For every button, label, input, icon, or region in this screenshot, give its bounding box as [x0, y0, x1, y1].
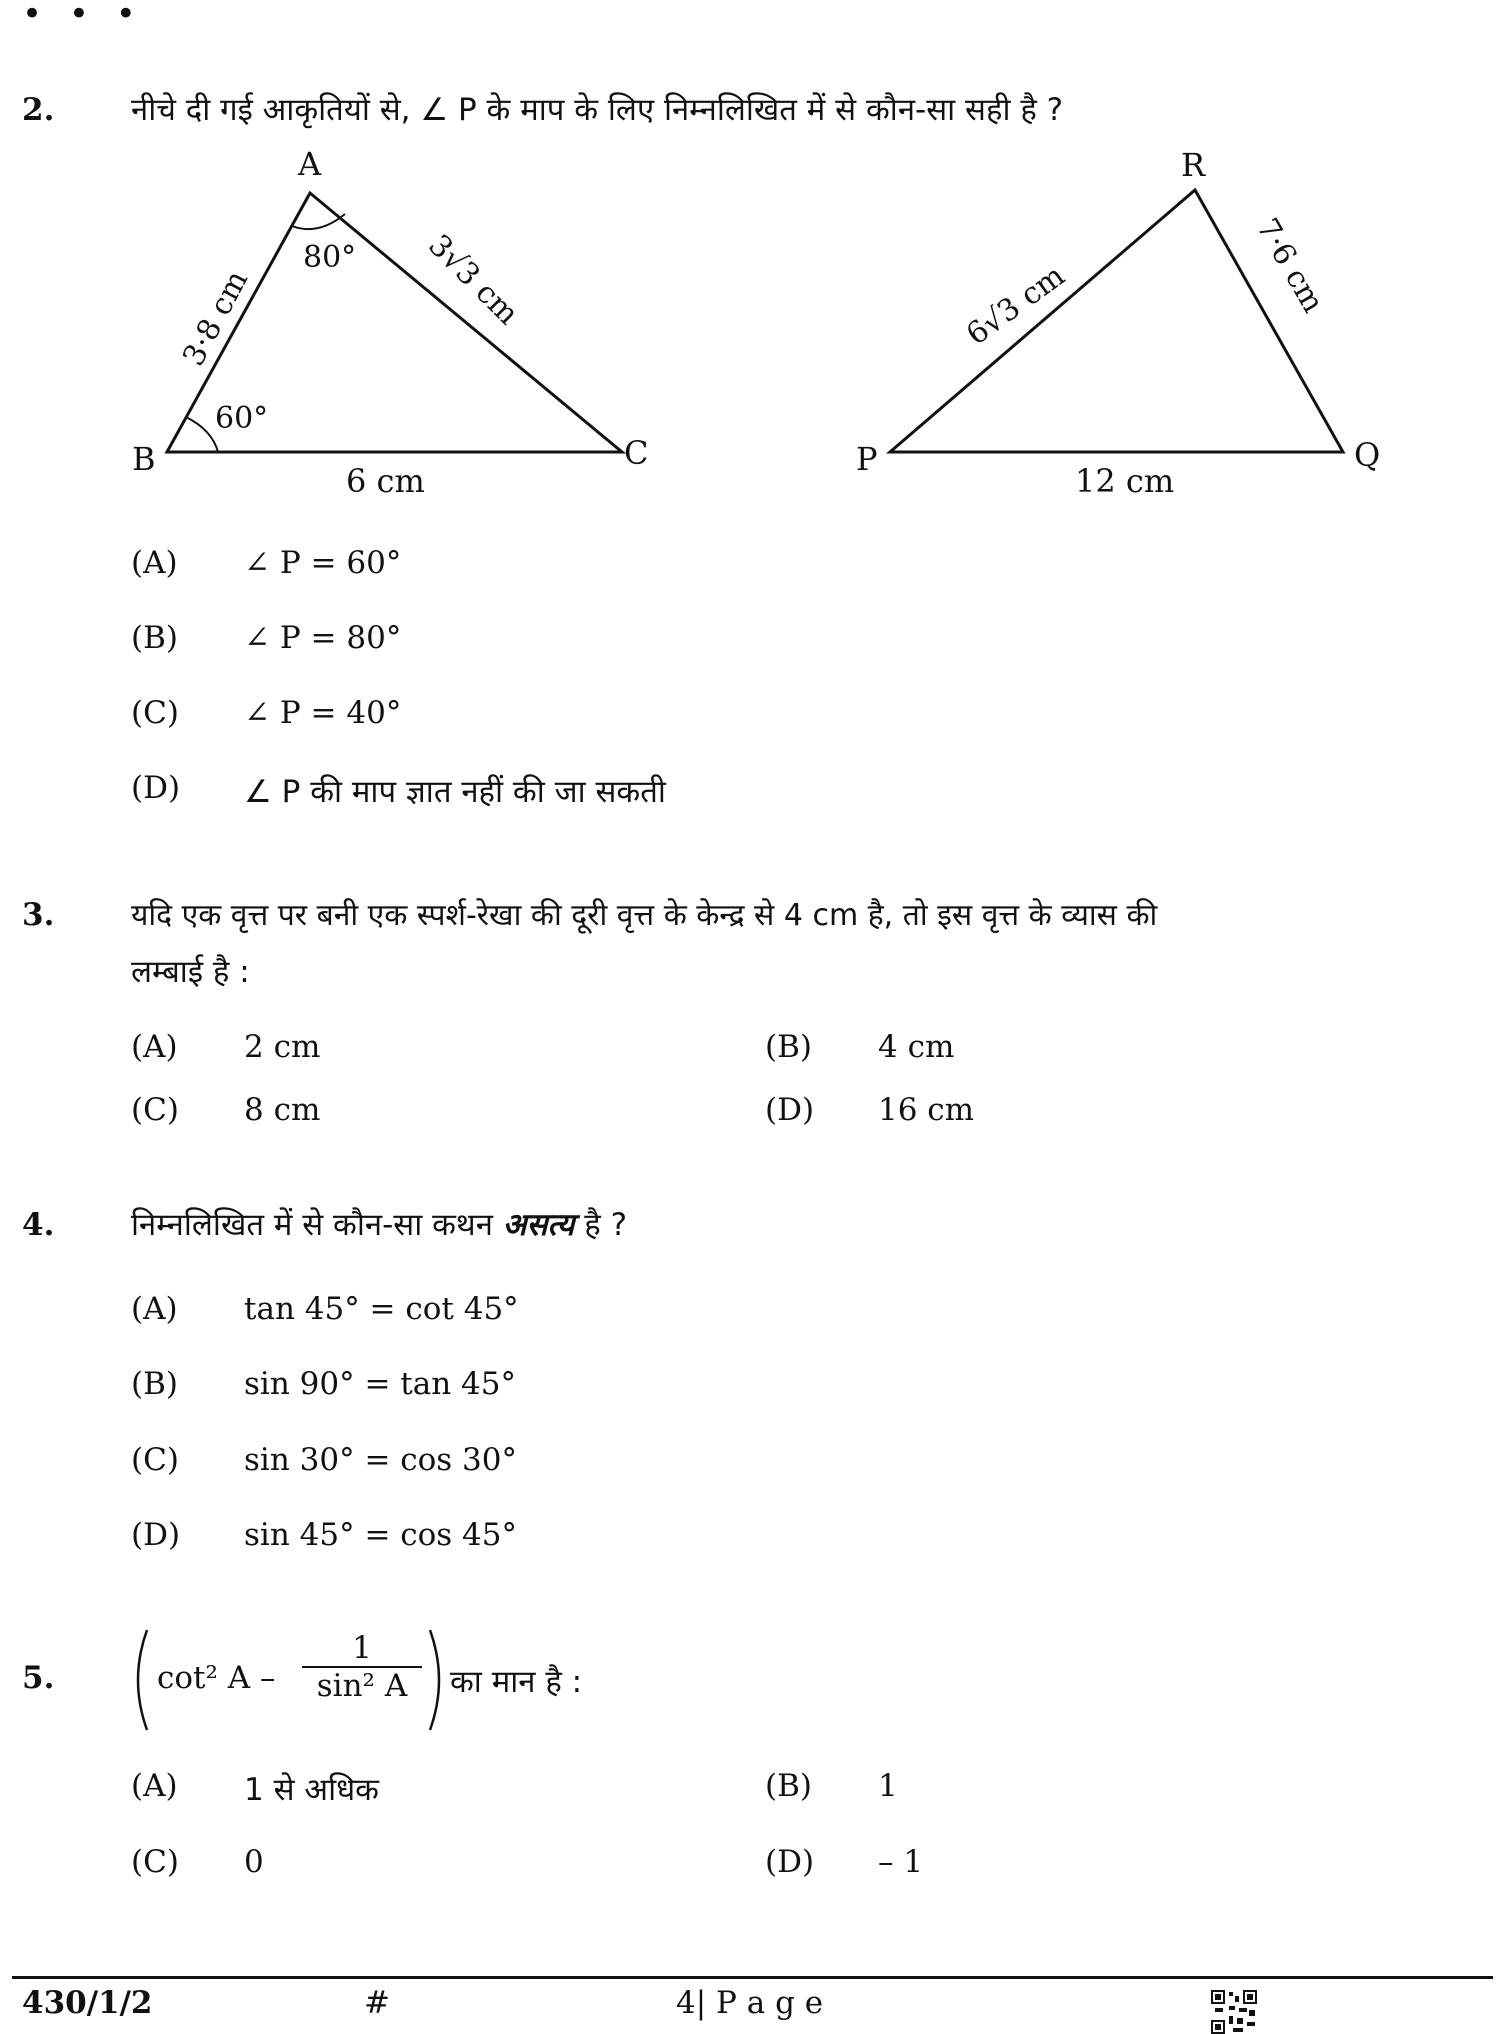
footer-paper-code: 430/1/2: [22, 1985, 153, 2021]
vertex-a: A: [298, 145, 322, 183]
q4-option-b-label: (B): [131, 1366, 178, 1402]
question-5-number: 5.: [22, 1660, 55, 1696]
side-pq-label: 12 cm: [1075, 462, 1175, 500]
q5-option-d-text: – 1: [878, 1844, 924, 1880]
question-4-text-after: है ?: [574, 1207, 628, 1243]
q3-option-c-text: 8 cm: [244, 1092, 321, 1128]
footer-divider: [12, 1976, 1493, 1979]
vertex-p: P: [856, 440, 878, 478]
angle-a-label: 80°: [303, 240, 357, 275]
vertex-c: C: [624, 434, 649, 472]
question-2-number: 2.: [22, 92, 55, 128]
q2-option-a-text: ∠ P = 60°: [244, 545, 402, 581]
q5-fraction-numerator: 1: [352, 1630, 372, 1666]
question-2-text: नीचे दी गई आकृतियों से, ∠ P के माप के लिए निम्नलिखित में से कौन-सा सही है ?: [131, 92, 1064, 128]
side-ac-label: 3√3 cm: [421, 227, 526, 332]
q5-fraction: [302, 1630, 422, 1704]
q2-option-b-label: (B): [131, 620, 178, 656]
q4-option-a-label: (A): [131, 1291, 178, 1327]
q4-option-b-text: sin 90° = tan 45°: [244, 1366, 516, 1402]
q3-option-a-text: 2 cm: [244, 1029, 321, 1065]
triangle-diagrams: [0, 0, 1505, 520]
q4-option-d-label: (D): [131, 1517, 181, 1553]
q4-option-a-text: tan 45° = cot 45°: [244, 1291, 519, 1327]
q5-text-after: का मान है :: [450, 1664, 583, 1700]
q2-option-a-label: (A): [131, 545, 178, 581]
angle-b-arc: [186, 417, 218, 452]
vertex-b: B: [132, 440, 156, 478]
q3-option-a-label: (A): [131, 1029, 178, 1065]
vertex-r: R: [1181, 146, 1206, 184]
q5-option-c-label: (C): [131, 1844, 179, 1880]
q3-option-c-label: (C): [131, 1092, 179, 1128]
side-rq-label: 7·6 cm: [1249, 212, 1331, 319]
q2-option-d-label: (D): [131, 770, 181, 806]
qr-code-icon: [1211, 1990, 1257, 2034]
q2-option-d-text: ∠ P की माप ज्ञात नहीं की जा सकती: [244, 774, 666, 810]
q5-option-b-text: 1: [878, 1768, 898, 1804]
question-4-text-before: निम्नलिखित में से कौन-सा कथन: [131, 1207, 503, 1243]
question-4-emphasis: असत्य: [502, 1207, 575, 1243]
vertex-q: Q: [1354, 436, 1381, 474]
q5-option-b-label: (B): [765, 1768, 812, 1804]
q4-option-d-text: sin 45° = cos 45°: [244, 1517, 518, 1553]
footer-hash: #: [364, 1985, 390, 2021]
q5-option-d-label: (D): [765, 1844, 815, 1880]
footer-page-number: 4| P a g e: [676, 1985, 824, 2021]
q3-option-b-label: (B): [765, 1029, 812, 1065]
question-3-number: 3.: [22, 897, 55, 933]
q5-expression-left: cot² A –: [157, 1660, 276, 1696]
q5-option-a-label: (A): [131, 1768, 178, 1804]
q2-option-b-text: ∠ P = 80°: [244, 620, 402, 656]
question-3-text-line1: यदि एक वृत्त पर बनी एक स्पर्श-रेखा की दूरी वृत्त के केन्द्र से 4 cm है, तो इस वृत्त के व्यास की: [131, 898, 1158, 933]
q5-option-a-text: 1 से अधिक: [244, 1772, 379, 1808]
q4-option-c-text: sin 30° = cos 30°: [244, 1442, 518, 1478]
q2-option-c-text: ∠ P = 40°: [244, 695, 402, 731]
side-ab-label: 3·8 cm: [176, 264, 256, 372]
question-4-text: [131, 1203, 627, 1245]
q3-option-d-label: (D): [765, 1092, 815, 1128]
question-3-text-line2: लम्बाई है :: [131, 954, 250, 990]
q3-option-b-text: 4 cm: [878, 1029, 955, 1065]
q4-option-c-label: (C): [131, 1442, 179, 1478]
q5-option-c-text: 0: [244, 1844, 264, 1880]
q5-fraction-denominator: sin² A: [302, 1666, 422, 1704]
q2-option-c-label: (C): [131, 695, 179, 731]
question-4-number: 4.: [22, 1207, 55, 1243]
header-dots: • • •: [22, 0, 144, 34]
angle-b-label: 60°: [215, 401, 269, 436]
side-pr-label: 6√3 cm: [960, 258, 1072, 353]
q3-option-d-text: 16 cm: [878, 1092, 975, 1128]
side-bc-label: 6 cm: [346, 462, 425, 500]
